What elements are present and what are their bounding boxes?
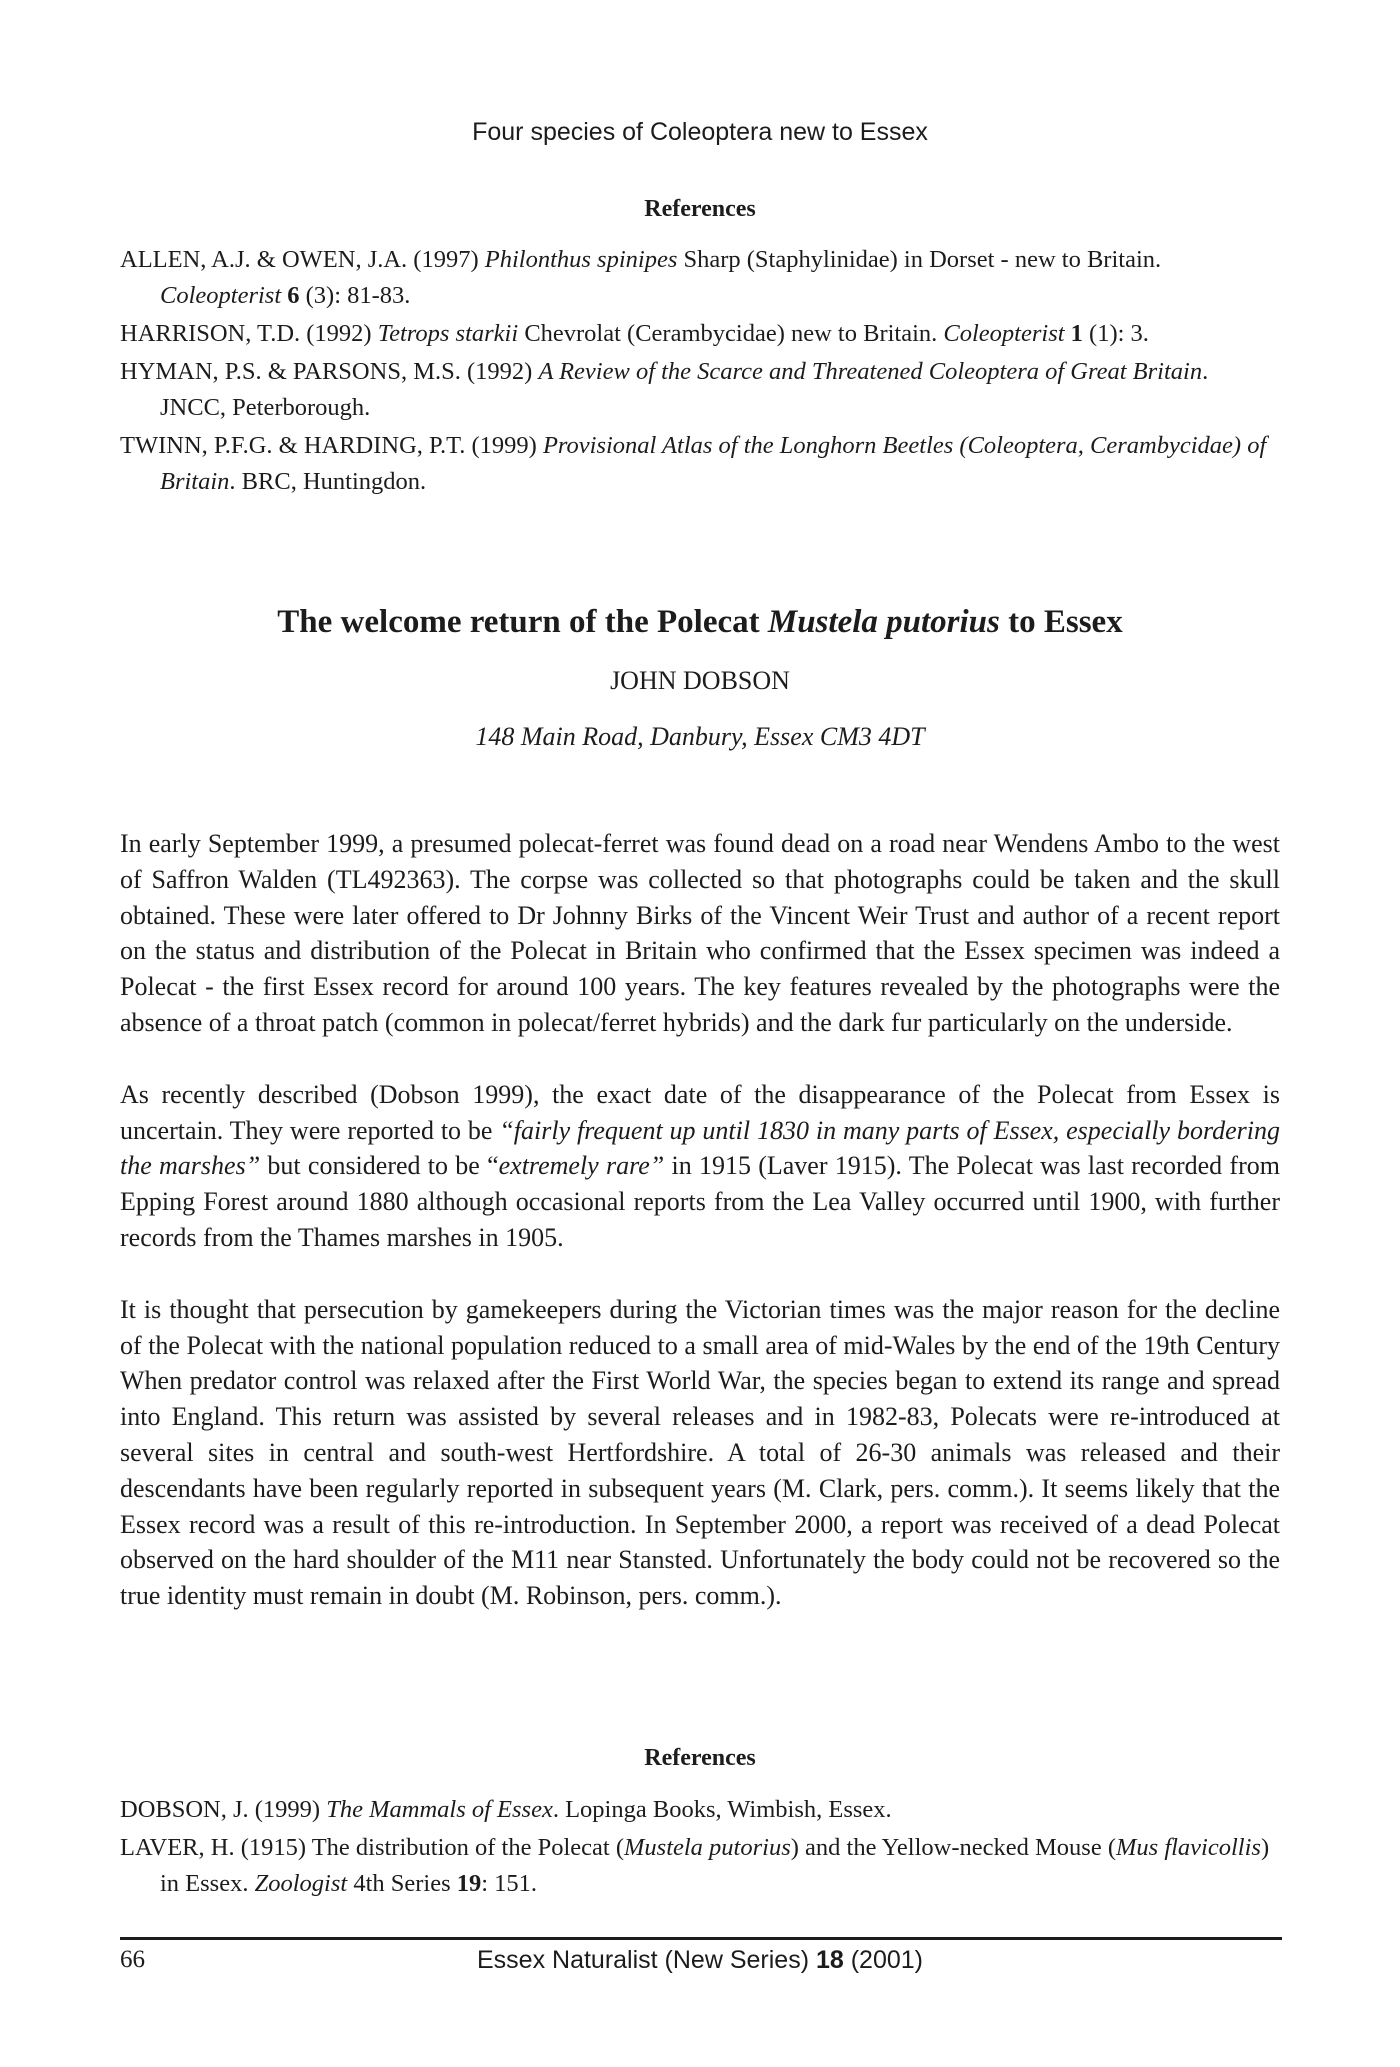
running-head: Four species of Coleoptera new to Essex — [472, 118, 928, 146]
author-name: JOHN DOBSON — [610, 666, 790, 695]
page-number: 66 — [120, 1946, 145, 1973]
reference-item: HYMAN, P.S. & PARSONS, M.S. (1992) A Review of the Scarce and Threatened Coleoptera of Great Britain. JNCC, Peterborough. — [120, 358, 1209, 421]
article-body — [120, 826, 1280, 1650]
body-paragraph: As recently described (Dobson 1999), the exact date of the disappearance of the Polecat from Essex is uncertain. They were reported to be “fairly frequent up until 1830 in many parts of Essex, especially bordering the marshes” but considered to be “extremely rare” in 1915 (Laver 1915). The Polecat was last recorded from Epping Forest around 1880 although occasional reports from the Lea Valley occurred until 1900, with further records from the Thames marshes in 1905. — [120, 1079, 1280, 1252]
reference-item: ALLEN, A.J. & OWEN, J.A. (1997) Philonthus spinipes Sharp (Staphylinidae) in Dorset - new to Britain. Coleopterist 6 (3): 81-83. — [120, 246, 1162, 309]
references-heading: References — [644, 196, 756, 222]
references-heading: References — [644, 1745, 756, 1771]
body-paragraph: It is thought that persecution by gamekeepers during the Victorian times was the major reason for the decline of the Polecat with the national population reduced to a small area of mid-Wales by the end of the 19th Century When predator control was relaxed after the First World War, the species began to extend its range and spread into England. This return was assisted by several releases and in 1982-83, Polecats were re-introduced at several sites in central and south-west Hertfordshire. A total of 26-30 animals was released and their descendants have been regularly reported in subsequent years (M. Clark, pers. comm.). It seems likely that the Essex record was a result of this re-introduction. In September 2000, a report was received of a dead Polecat observed on the hard shoulder of the M11 near Stansted. Unfortunately the body could not be recovered so the true identity must remain in doubt (M. Robinson, pers. comm.). — [120, 1294, 1280, 1611]
journal-footer: Essex Naturalist (New Series) 18 (2001) — [476, 1946, 923, 1974]
reference-list — [120, 242, 1280, 502]
body-paragraph: In early September 1999, a presumed polecat-ferret was found dead on a road near Wendens Ambo to the west of Saffron Walden (TL492363). The corpse was collected so that photographs could be taken and the skull obtained. These were later offered to Dr Johnny Birks of the Vincent Weir Trust and author of a recent report on the status and distribution of the Polecat in Britain who confirmed that the Essex specimen was indeed a Polecat - the first Essex record for around 100 years. The key features revealed by the photographs were the absence of a throat patch (common in polecat/ferret hybrids) and the dark fur particularly on the underside. — [120, 829, 1280, 1037]
reference-item: TWINN, P.F.G. & HARDING, P.T. (1999) Provisional Atlas of the Longhorn Beetles (Coleoptera, Cerambycidae) of Britain. BRC, Huntingdon. — [120, 432, 1267, 495]
reference-list — [120, 1792, 1280, 1904]
reference-item: DOBSON, J. (1999) The Mammals of Essex. Lopinga Books, Wimbish, Essex. — [120, 1796, 892, 1823]
reference-item: LAVER, H. (1915) The distribution of the Polecat (Mustela putorius) and the Yellow-necked Mouse (Mus flavicollis) in Essex. Zoologist 4th Series 19: 151. — [120, 1834, 1270, 1897]
author-address: 148 Main Road, Danbury, Essex CM3 4DT — [475, 722, 925, 751]
footer-rule — [120, 1937, 1282, 1940]
reference-item: HARRISON, T.D. (1992) Tetrops starkii Chevrolat (Cerambycidae) new to Britain. Coleopterist 1 (1): 3. — [120, 320, 1149, 347]
article-title: The welcome return of the Polecat Mustela putorius to Essex — [277, 604, 1123, 640]
